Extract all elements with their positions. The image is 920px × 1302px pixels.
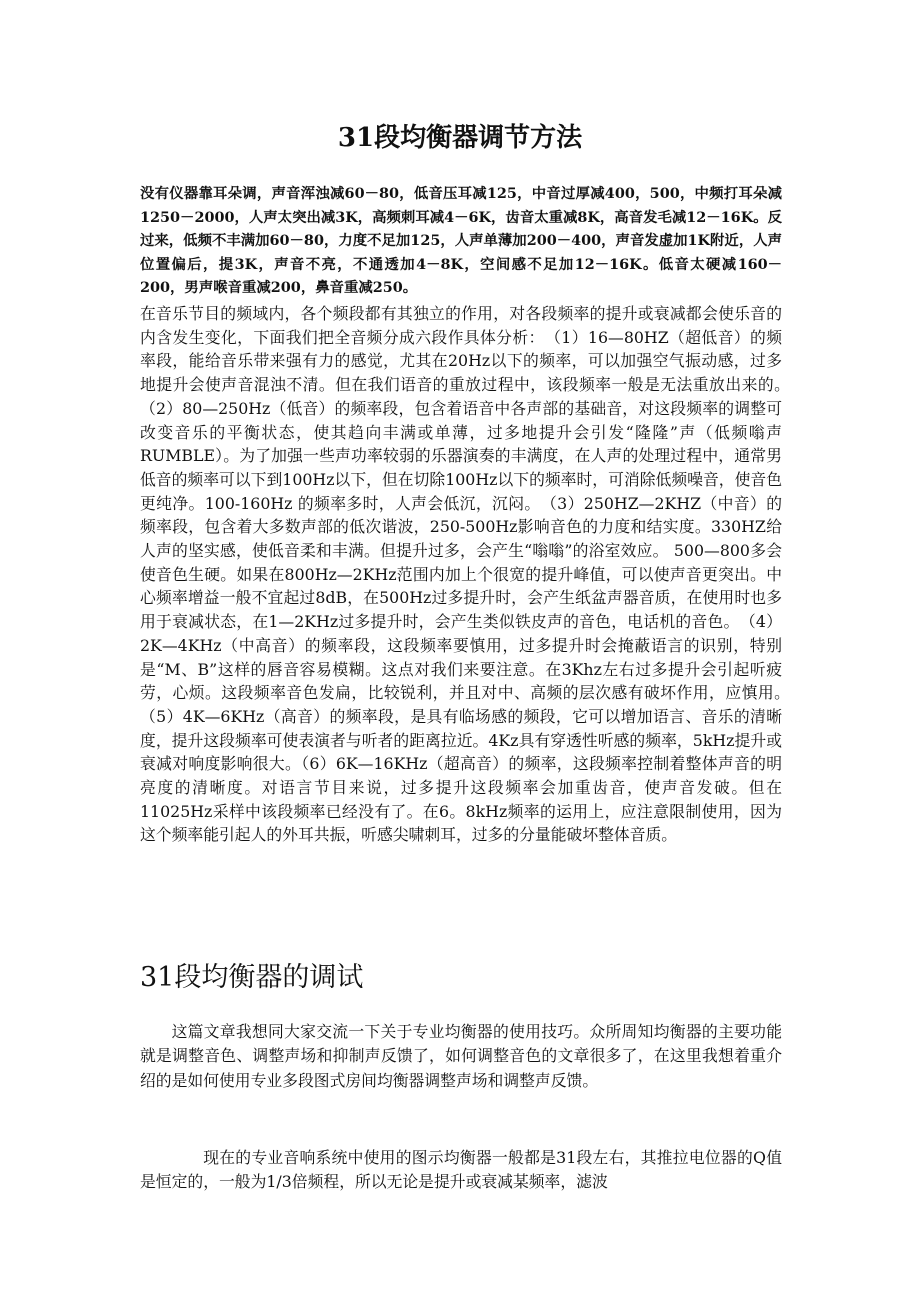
equalizer-paragraph: 现在的专业音响系统中使用的图示均衡器一般都是31段左右，其推拉电位器的Q值是恒定的，一般为1/3倍频程，所以无论是提升或衰减某频率，滤波: [140, 1148, 782, 1192]
document-title: 31段均衡器调节方法: [337, 123, 583, 153]
section-heading: 31段均衡器的调试: [140, 962, 364, 993]
summary-paragraph: 没有仪器靠耳朵调，声音浑浊减60－80，低音压耳减125，中音过厚减400，500，中频打耳朵减1250－2000，人声太突出减3K，高频刺耳减4－6K，齿音太重减8K，高音发毛减12－16K。反过来，低频不丰满加60－80，力度不足加125，人声单薄加200－400，声音发虚加1K附近，人声位置偏后，提3K，声音不亮，不通透加4－8K，空间感不足加12－16K。低音太硬减160－200，男声喉音重减200，鼻音重减250。: [140, 185, 783, 296]
intro-paragraph: 这篇文章我想同大家交流一下关于专业均衡器的使用技巧。众所周知均衡器的主要功能就是调整音色、调整声场和抑制声反馈了，如何调整音色的文章很多了，在这里我想着重介绍的是如何使用专业多段图式房间均衡器调整声场和调整声反馈。: [140, 1022, 782, 1090]
analysis-paragraph: 在音乐节目的频域内，各个频段都有其独立的作用，对各段频率的提升或衰减都会使乐音的内含发生变化，下面我们把全音频分成六段作具体分析： （1）16—80HZ（超低音）的频率段，能给音乐带来强有力的感觉，尤其在20Hz以下的频率，可以加强空气振动感，过多地提升会使声音混浊不清。但在我们语音的重放过程中，该段频率一般是无法重放出来的。 （2）80—250Hz（低音）的频率段，包含着语音中各声部的基础音，对这段频率的调整可改变音乐的平衡状态，使其趋向丰满或单薄，过多地提升会引发“隆隆”声（低频嗡声RUMBLE）。为了加强一些声功率较弱的乐器演奏的丰满度，在人声的处理过程中，通常男低音的频率可以下到100Hz以下，但在切除100Hz以下的频率时，可消除低频噪音，使音色更纯净。100-160Hz 的频率多时，人声会低沉，沉闷。 （3）250HZ—2KHZ（中音）的频率段，包含着大多数声部的低次谐波，250-500Hz影响音色的力度和结实度。330HZ给人声的坚实感，使低音柔和丰满。但提升过多，会产生“嗡嗡”的浴室效应。 500—800多会使音色生硬。如果在800Hz—2KHz范围内加上个很宽的提升峰值，可以使声音更突出。中心频率增益一般不宜起过8dB，在500Hz过多提升时，会产生纸盆声器音质，在使用时也多用于衰减状态，在1—2KHz过多提升时，会产生类似铁皮声的音色，电话机的音色。 （4）2K—4KHz（中高音）的频率段，这段频率要慎用，过多提升时会掩蔽语言的识别，特别是“M、B”这样的唇音容易模糊。这点对我们来要注意。在3Khz左右过多提升会引起听疲劳，心烦。这段频率音色发扁，比较锐利，并且对中、高频的层次感有破坏作用，应慎用。 （5）4K—6KHz（高音）的频率段，是具有临场感的频段，它可以增加语言、音乐的清晰度，提升这段频率可使表演者与听者的距离拉近。4Kz具有穿透性听感的频率，5kHz提升或衰减对响度影响很大。（6）6K—16KHz（超高音）的频率，这段频率控制着整体声音的明亮度的清晰度。对语言节目来说，过多提升这段频率会加重齿音，使声音发破。但在11025Hz采样中该段频率已经没有了。在6。8kHz频率的运用上，应注意限制使用，因为这个频率能引起人的外耳共振，听感尖啸刺耳，过多的分量能破坏整体音质。: [140, 304, 798, 845]
